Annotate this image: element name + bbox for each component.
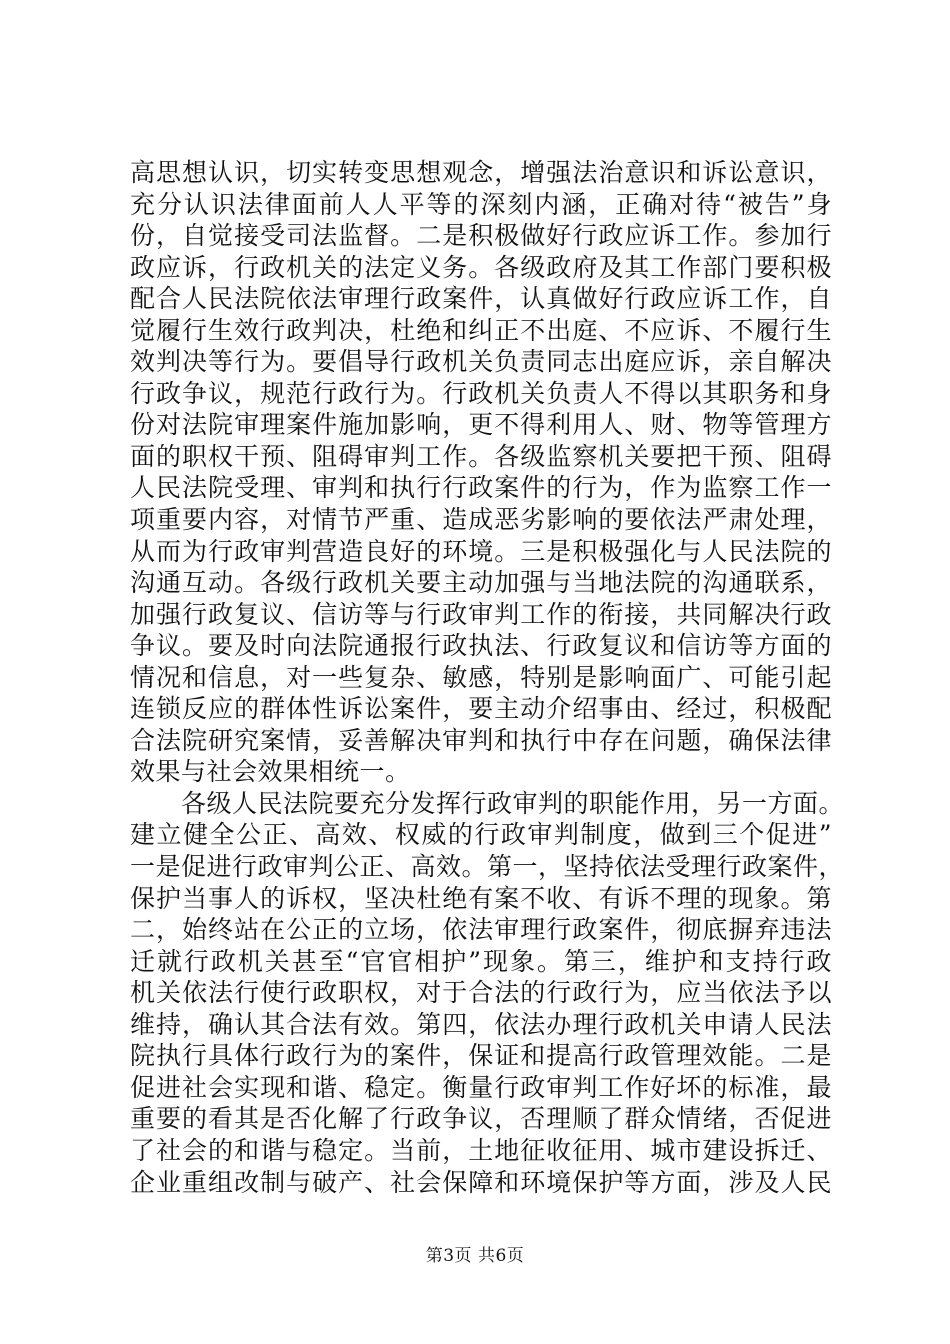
- text-line: 各级人民法院要充分发挥行政审判的职能作用，另一方面。: [130, 788, 845, 818]
- text-line: 保护当事人的诉权，坚决杜绝有案不收、有诉不理的现象。第: [130, 883, 832, 913]
- text-line: 争议。要及时向法院通报行政执法、行政复议和信访等方面的: [130, 631, 832, 661]
- text-line: 机关依法行使行政职权，对于合法的行政行为，应当依法予以: [130, 978, 832, 1008]
- text-line: 沟通互动。各级行政机关要主动加强与当地法院的沟通联系，: [130, 568, 832, 598]
- text-line: 行政争议，规范行政行为。行政机关负责人不得以其职务和身: [130, 378, 832, 408]
- text-line: 觉履行生效行政判决，杜绝和纠正不出庭、不应诉、不履行生: [130, 315, 832, 345]
- text-line: 情况和信息，对一些复杂、敏感，特别是影响面广、可能引起: [130, 662, 832, 692]
- text-line: 了社会的和谐与稳定。当前，土地征收征用、城市建设拆迁、: [130, 1135, 832, 1165]
- text-line: 效果与社会效果相统一。: [130, 757, 411, 787]
- text-line: 高思想认识，切实转变思想观念，增强法治意识和诉讼意识，: [130, 158, 832, 187]
- text-line: 合法院研究案情，妥善解决审判和执行中存在问题，确保法律: [130, 725, 832, 755]
- text-line: 建立健全公正、高效、权威的行政审判制度，做到三个促进”: [130, 820, 832, 850]
- text-line: 连锁反应的群体性诉讼案件，要主动介绍事由、经过，积极配: [130, 694, 832, 724]
- text-line: 面的职权干预、阻碍审判工作。各级监察机关要把干预、阻碍: [130, 441, 832, 471]
- text-line: 充分认识法律面前人人平等的深刻内涵，正确对待“被告”身: [130, 189, 832, 219]
- text-line: 配合人民法院依法审理行政案件，认真做好行政应诉工作，自: [130, 284, 832, 314]
- text-line: 人民法院受理、审判和执行行政案件的行为，作为监察工作一: [130, 473, 832, 503]
- text-line: 企业重组改制与破产、社会保障和环境保护等方面，涉及人民: [130, 1167, 832, 1197]
- text-line: 迁就行政机关甚至“官官相护”现象。第三，维护和支持行政: [130, 946, 832, 976]
- body-text: [130, 157, 845, 1198]
- text-line: 政应诉，行政机关的法定义务。各级政府及其工作部门要积极: [130, 252, 832, 282]
- text-line: 促进社会实现和谐、稳定。衡量行政审判工作好坏的标准，最: [130, 1072, 832, 1102]
- text-line: 份，自觉接受司法监督。二是积极做好行政应诉工作。参加行: [130, 221, 832, 251]
- page-footer: 第3页 共6页: [425, 1246, 525, 1266]
- text-line: 份对法院审理案件施加影响，更不得利用人、财、物等管理方: [130, 410, 832, 440]
- text-line: 维持，确认其合法有效。第四，依法办理行政机关申请人民法: [130, 1009, 832, 1039]
- text-line: 院执行具体行政行为的案件，保证和提高行政管理效能。二是: [130, 1041, 832, 1071]
- text-line: 从而为行政审判营造良好的环境。三是积极强化与人民法院的: [130, 536, 832, 566]
- text-line: 一是促进行政审判公正、高效。第一，坚持依法受理行政案件，: [130, 852, 845, 882]
- text-line: 二，始终站在公正的立场，依法审理行政案件，彻底摒弃违法: [130, 915, 832, 945]
- text-line: 效判决等行为。要倡导行政机关负责同志出庭应诉，亲自解决: [130, 347, 832, 377]
- text-line: 项重要内容，对情节严重、造成恶劣影响的要依法严肃处理，: [130, 505, 832, 535]
- text-line: 重要的看其是否化解了行政争议，否理顺了群众情绪，否促进: [130, 1104, 832, 1134]
- text-line: 加强行政复议、信访等与行政审判工作的衔接，共同解决行政: [130, 599, 832, 629]
